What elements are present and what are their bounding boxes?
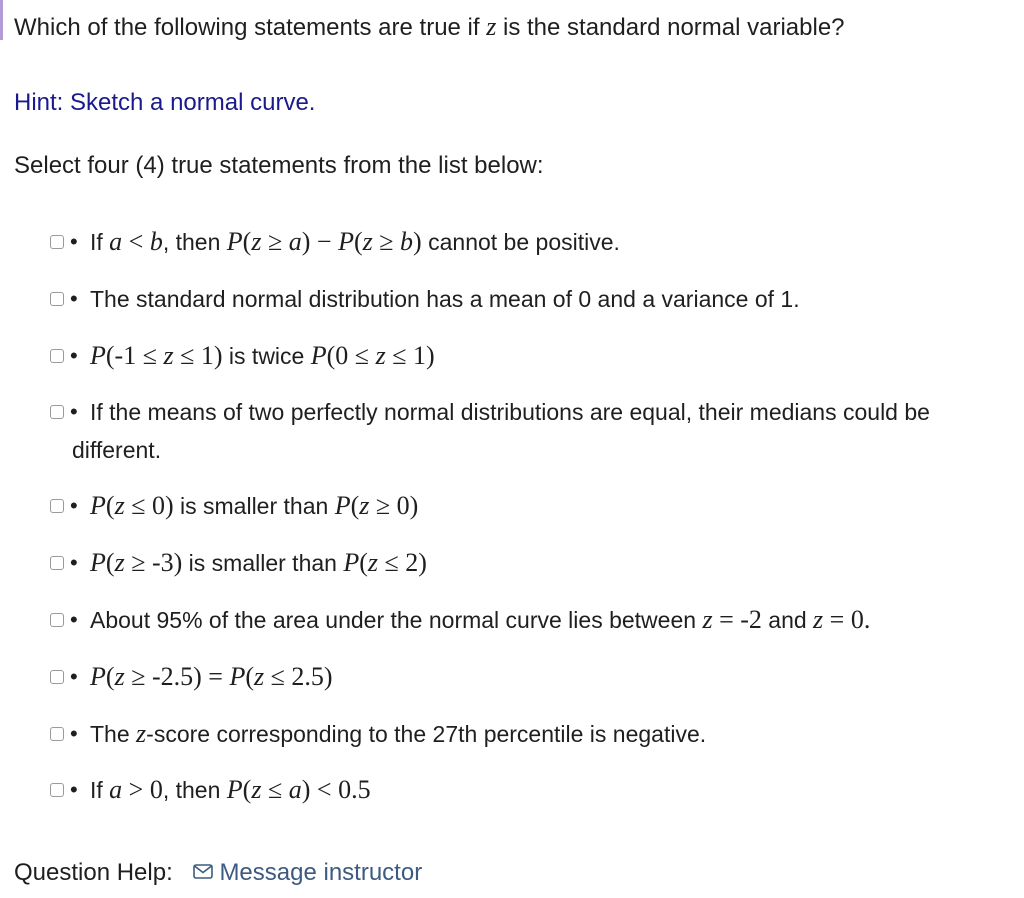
- bullet: •: [70, 777, 78, 802]
- option-8-text: P(z ≥ -2.5) = P(z ≤ 2.5): [90, 662, 333, 691]
- option-3[interactable]: [50, 337, 1000, 375]
- option-5-text: P(z ≤ 0) is smaller than P(z ≥ 0): [90, 491, 419, 520]
- option-1-checkbox[interactable]: [50, 235, 64, 249]
- option-2-text: The standard normal distribution has a mean of 0 and a variance of 1.: [90, 286, 800, 312]
- option-1[interactable]: [50, 223, 1000, 261]
- question-help-label: Question Help:: [14, 859, 173, 886]
- question-help: [14, 856, 422, 890]
- option-9[interactable]: [50, 715, 1000, 753]
- option-4-checkbox[interactable]: [50, 405, 64, 419]
- bullet: •: [70, 607, 78, 632]
- bullet: •: [70, 493, 78, 518]
- option-5-checkbox[interactable]: [50, 499, 64, 513]
- option-2[interactable]: [50, 280, 1000, 318]
- bullet: •: [70, 550, 78, 575]
- option-9-text: The z-score corresponding to the 27th percentile is negative.: [90, 719, 707, 748]
- option-4[interactable]: [50, 393, 1000, 469]
- option-7[interactable]: [50, 601, 1000, 639]
- bullet: •: [70, 229, 78, 254]
- option-3-text: P(-1 ≤ z ≤ 1) is twice P(0 ≤ z ≤ 1): [90, 341, 435, 370]
- bullet: •: [70, 399, 78, 424]
- option-2-checkbox[interactable]: [50, 292, 64, 306]
- bullet: •: [70, 721, 78, 746]
- message-instructor-link[interactable]: Message instructor: [219, 859, 423, 886]
- bullet: •: [70, 664, 78, 689]
- bullet: •: [70, 286, 78, 311]
- option-7-text: About 95% of the area under the normal curve lies between z = -2 and z = 0.: [90, 605, 871, 634]
- option-4-text: If the means of two perfectly normal distributions are equal, their medians could be different.: [72, 399, 930, 463]
- option-6-text: P(z ≥ -3) is smaller than P(z ≤ 2): [90, 548, 427, 577]
- option-6[interactable]: [50, 544, 1000, 582]
- hint-text: Hint: Sketch a normal curve.: [14, 89, 316, 116]
- option-8-checkbox[interactable]: [50, 670, 64, 684]
- option-5[interactable]: [50, 487, 1000, 525]
- option-8[interactable]: [50, 658, 1000, 696]
- mail-icon[interactable]: [193, 855, 213, 889]
- option-1-text: If a < b, then P(z ≥ a) − P(z ≥ b) cannot be positive.: [90, 227, 620, 256]
- option-9-checkbox[interactable]: [50, 727, 64, 741]
- option-10[interactable]: [50, 771, 1000, 809]
- option-6-checkbox[interactable]: [50, 556, 64, 570]
- option-3-checkbox[interactable]: [50, 349, 64, 363]
- instructions-text: Select four (4) true statements from the list below:: [14, 152, 544, 179]
- left-accent-bar: [0, 0, 3, 40]
- option-7-checkbox[interactable]: [50, 613, 64, 627]
- bullet: •: [70, 343, 78, 368]
- option-10-text: If a > 0, then P(z ≤ a) < 0.5: [90, 775, 371, 804]
- option-10-checkbox[interactable]: [50, 783, 64, 797]
- question-text: Which of the following statements are true if z is the standard normal variable?: [14, 12, 845, 41]
